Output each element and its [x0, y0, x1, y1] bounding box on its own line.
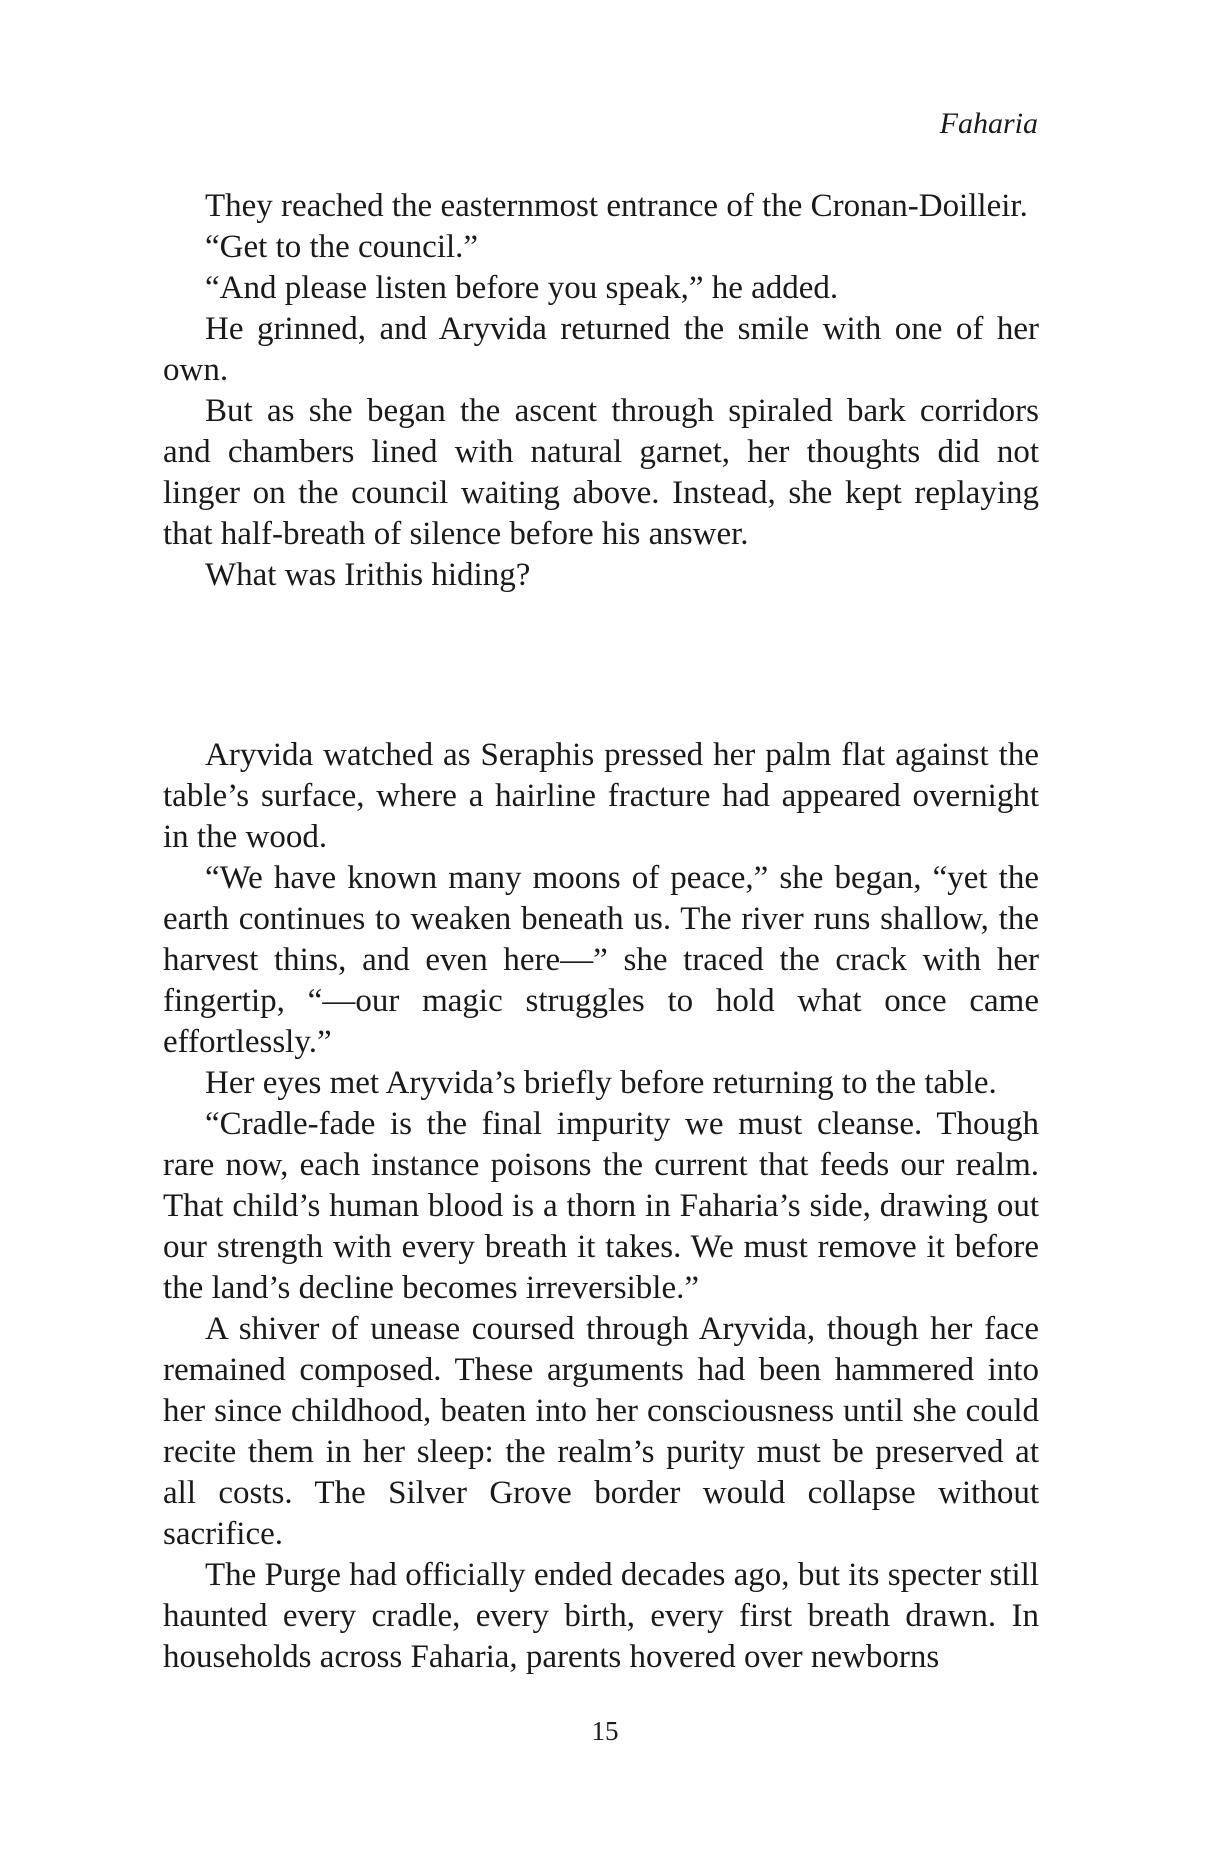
paragraph: They reached the easternmost entrance of the Cronan-Doilleir.	[205, 188, 1028, 224]
paragraph: “And please listen before you speak,” he added.	[205, 270, 839, 306]
paragraph: A shiver of unease coursed through Aryvida, though her face remained composed. These arguments had been hammered into her since childhood, beaten into her consciousness until she could recite them in her sleep: the realm’s purity must be preserved at all costs. The Silver Grove border would collapse without sacrifice.	[163, 1311, 1039, 1552]
paragraph: Her eyes met Aryvida’s briefly before returning to the table.	[205, 1065, 997, 1101]
paragraph: He grinned, and Aryvida returned the smile with one of her own.	[163, 311, 1039, 388]
paragraph: Aryvida watched as Seraphis pressed her palm flat against the table’s surface, where a hairline fracture had appeared overnight in the wood.	[163, 737, 1039, 855]
paragraph: “Cradle-fade is the final impurity we must cleanse. Though rare now, each instance poisons the current that feeds our realm. That child’s human blood is a thorn in Faharia’s side, drawing out our strength with every breath it takes. We must remove it before the land’s decline becomes irreversible.”	[163, 1106, 1039, 1306]
paragraph: “Get to the council.”	[205, 229, 479, 265]
paragraph: The Purge had officially ended decades ago, but its specter still haunted every cradle, every birth, every first breath drawn. In households across Faharia, parents hovered over newborns	[163, 1557, 1039, 1675]
paragraph: “We have known many moons of peace,” she began, “yet the earth continues to weaken beneath us. The river runs shallow, the harvest thins, and even here—” she traced the crack with her fingertip, “—our magic struggles to hold what once came effortlessly.”	[163, 860, 1039, 1060]
section-two	[163, 735, 1039, 1678]
page-number: 15	[591, 1716, 619, 1746]
section-one	[163, 186, 1039, 596]
paragraph: But as she began the ascent through spiraled bark corridors and chambers lined with natural garnet, her thoughts did not linger on the council waiting above. Instead, she kept replaying that half-breath of silence before his answer.	[163, 393, 1039, 552]
running-header: Faharia	[939, 107, 1038, 140]
paragraph: What was Irithis hiding?	[205, 557, 531, 593]
